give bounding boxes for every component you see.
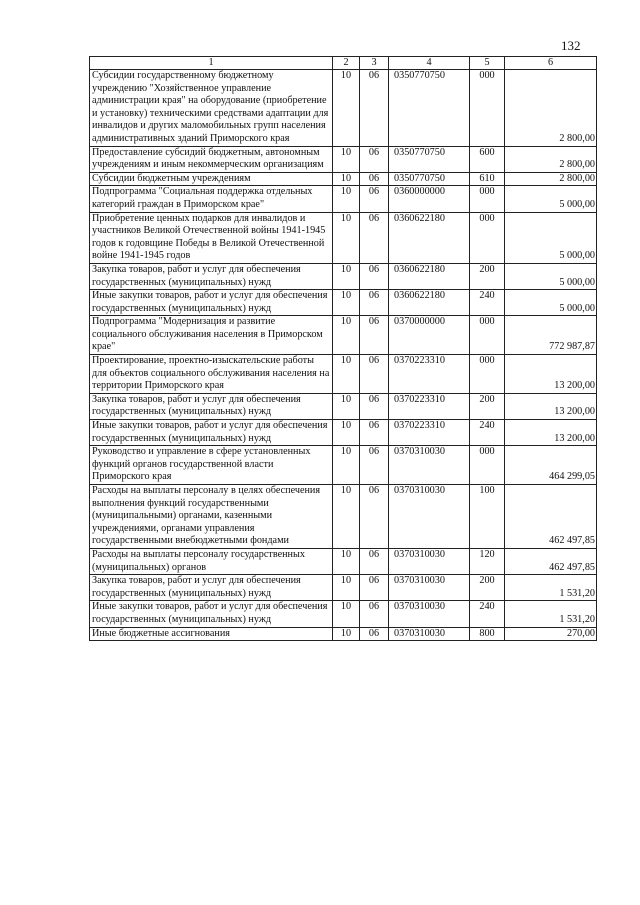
- section-cell: 10: [333, 355, 360, 394]
- table-row: [90, 263, 597, 289]
- section-cell: 10: [333, 446, 360, 485]
- row-name-cell: Иные закупки товаров, работ и услуг для обеспечения государственных (муниципальных) нужд: [90, 420, 333, 446]
- amount-cell: 5 000,00: [505, 212, 597, 263]
- expense-type-cell: 240: [470, 601, 505, 627]
- subsection-cell: 06: [360, 575, 389, 601]
- column-header: 5: [470, 57, 505, 70]
- amount-cell: 2 800,00: [505, 146, 597, 172]
- table-row: [90, 290, 597, 316]
- row-name-cell: Субсидии государственному бюджетному учреждению "Хозяйственное управление администрации края" на оборудование (приобретение и установку) техническими средствами адаптации для инвалидов и других маломобильных групп населения административных зданий Приморского края: [90, 70, 333, 147]
- section-cell: 10: [333, 601, 360, 627]
- target-code-cell: 0350770750: [389, 146, 470, 172]
- target-code-cell: 0360622180: [389, 263, 470, 289]
- amount-cell: 2 800,00: [505, 172, 597, 186]
- subsection-cell: 06: [360, 548, 389, 574]
- expense-type-cell: 240: [470, 290, 505, 316]
- subsection-cell: 06: [360, 172, 389, 186]
- target-code-cell: 0370310030: [389, 575, 470, 601]
- target-code-cell: 0350770750: [389, 70, 470, 147]
- row-name-cell: Закупка товаров, работ и услуг для обеспечения государственных (муниципальных) нужд: [90, 393, 333, 419]
- target-code-cell: 0370310030: [389, 601, 470, 627]
- table-row: [90, 601, 597, 627]
- column-header: 4: [389, 57, 470, 70]
- table-row: [90, 548, 597, 574]
- target-code-cell: 0370223310: [389, 420, 470, 446]
- table-row: [90, 316, 597, 355]
- header-row: [90, 57, 597, 70]
- table-row: [90, 420, 597, 446]
- column-header: 3: [360, 57, 389, 70]
- target-code-cell: 0370223310: [389, 355, 470, 394]
- amount-cell: 5 000,00: [505, 263, 597, 289]
- target-code-cell: 0370000000: [389, 316, 470, 355]
- target-code-cell: 0350770750: [389, 172, 470, 186]
- amount-cell: 2 800,00: [505, 70, 597, 147]
- row-name-cell: Подпрограмма "Модернизация и развитие социального обслуживания населения в Приморском крае": [90, 316, 333, 355]
- column-header: 1: [90, 57, 333, 70]
- section-cell: 10: [333, 575, 360, 601]
- section-cell: 10: [333, 485, 360, 549]
- section-cell: 10: [333, 316, 360, 355]
- subsection-cell: 06: [360, 212, 389, 263]
- section-cell: 10: [333, 627, 360, 641]
- subsection-cell: 06: [360, 186, 389, 212]
- row-name-cell: Проектирование, проектно-изыскательские работы для объектов социального обслуживания населения на территории Приморского края: [90, 355, 333, 394]
- row-name-cell: Расходы на выплаты персоналу государственных (муниципальных) органов: [90, 548, 333, 574]
- table-row: [90, 485, 597, 549]
- section-cell: 10: [333, 290, 360, 316]
- table-row: [90, 70, 597, 147]
- amount-cell: 5 000,00: [505, 186, 597, 212]
- section-cell: 10: [333, 548, 360, 574]
- expense-type-cell: 000: [470, 446, 505, 485]
- section-cell: 10: [333, 146, 360, 172]
- expense-type-cell: 200: [470, 575, 505, 601]
- expense-type-cell: 200: [470, 263, 505, 289]
- target-code-cell: 0370310030: [389, 548, 470, 574]
- expense-type-cell: 800: [470, 627, 505, 641]
- column-header: 6: [505, 57, 597, 70]
- row-name-cell: Руководство и управление в сфере установленных функций органов государственной власти Приморского края: [90, 446, 333, 485]
- target-code-cell: 0370310030: [389, 485, 470, 549]
- subsection-cell: 06: [360, 393, 389, 419]
- expense-type-cell: 240: [470, 420, 505, 446]
- amount-cell: 1 531,20: [505, 575, 597, 601]
- budget-table: [89, 56, 597, 641]
- target-code-cell: 0370310030: [389, 627, 470, 641]
- subsection-cell: 06: [360, 601, 389, 627]
- row-name-cell: Подпрограмма "Социальная поддержка отдельных категорий граждан в Приморском крае": [90, 186, 333, 212]
- table-row: [90, 186, 597, 212]
- expense-type-cell: 000: [470, 355, 505, 394]
- target-code-cell: 0360000000: [389, 186, 470, 212]
- expense-type-cell: 000: [470, 212, 505, 263]
- expense-type-cell: 000: [470, 186, 505, 212]
- section-cell: 10: [333, 420, 360, 446]
- row-name-cell: Расходы на выплаты персоналу в целях обеспечения выполнения функций государственными (муниципальными) органами, казенными учреждениями, органами управления государственными внебюджетными фондами: [90, 485, 333, 549]
- section-cell: 10: [333, 172, 360, 186]
- page-number: 132: [561, 38, 581, 53]
- target-code-cell: 0370310030: [389, 446, 470, 485]
- amount-cell: 462 497,85: [505, 485, 597, 549]
- table-body: [90, 70, 597, 641]
- amount-cell: 5 000,00: [505, 290, 597, 316]
- row-name-cell: Иные бюджетные ассигнования: [90, 627, 333, 641]
- column-header: 2: [333, 57, 360, 70]
- row-name-cell: Приобретение ценных подарков для инвалидов и участников Великой Отечественной войны 1941-1945 годов к годовщине Победы в Великой Отечественной войне 1941-1945 годов: [90, 212, 333, 263]
- expense-type-cell: 600: [470, 146, 505, 172]
- amount-cell: 464 299,05: [505, 446, 597, 485]
- table-row: [90, 212, 597, 263]
- amount-cell: 13 200,00: [505, 355, 597, 394]
- section-cell: 10: [333, 263, 360, 289]
- subsection-cell: 06: [360, 446, 389, 485]
- expense-type-cell: 120: [470, 548, 505, 574]
- subsection-cell: 06: [360, 485, 389, 549]
- amount-cell: 270,00: [505, 627, 597, 641]
- amount-cell: 13 200,00: [505, 393, 597, 419]
- expense-type-cell: 000: [470, 70, 505, 147]
- amount-cell: 772 987,87: [505, 316, 597, 355]
- subsection-cell: 06: [360, 316, 389, 355]
- expense-type-cell: 610: [470, 172, 505, 186]
- section-cell: 10: [333, 393, 360, 419]
- row-name-cell: Иные закупки товаров, работ и услуг для обеспечения государственных (муниципальных) нужд: [90, 290, 333, 316]
- subsection-cell: 06: [360, 420, 389, 446]
- row-name-cell: Субсидии бюджетным учреждениям: [90, 172, 333, 186]
- amount-cell: 13 200,00: [505, 420, 597, 446]
- amount-cell: 462 497,85: [505, 548, 597, 574]
- amount-cell: 1 531,20: [505, 601, 597, 627]
- row-name-cell: Закупка товаров, работ и услуг для обеспечения государственных (муниципальных) нужд: [90, 263, 333, 289]
- table-row: [90, 355, 597, 394]
- row-name-cell: Закупка товаров, работ и услуг для обеспечения государственных (муниципальных) нужд: [90, 575, 333, 601]
- expense-type-cell: 100: [470, 485, 505, 549]
- row-name-cell: Предоставление субсидий бюджетным, автономным учреждениям и иным некоммерческим организациям: [90, 146, 333, 172]
- section-cell: 10: [333, 186, 360, 212]
- subsection-cell: 06: [360, 355, 389, 394]
- target-code-cell: 0360622180: [389, 212, 470, 263]
- table-row: [90, 146, 597, 172]
- subsection-cell: 06: [360, 70, 389, 147]
- expense-type-cell: 000: [470, 316, 505, 355]
- subsection-cell: 06: [360, 627, 389, 641]
- row-name-cell: Иные закупки товаров, работ и услуг для обеспечения государственных (муниципальных) нужд: [90, 601, 333, 627]
- table-row: [90, 627, 597, 641]
- table-row: [90, 575, 597, 601]
- target-code-cell: 0360622180: [389, 290, 470, 316]
- subsection-cell: 06: [360, 290, 389, 316]
- section-cell: 10: [333, 70, 360, 147]
- subsection-cell: 06: [360, 263, 389, 289]
- table-row: [90, 446, 597, 485]
- expense-type-cell: 200: [470, 393, 505, 419]
- table-row: [90, 172, 597, 186]
- table-row: [90, 393, 597, 419]
- subsection-cell: 06: [360, 146, 389, 172]
- section-cell: 10: [333, 212, 360, 263]
- target-code-cell: 0370223310: [389, 393, 470, 419]
